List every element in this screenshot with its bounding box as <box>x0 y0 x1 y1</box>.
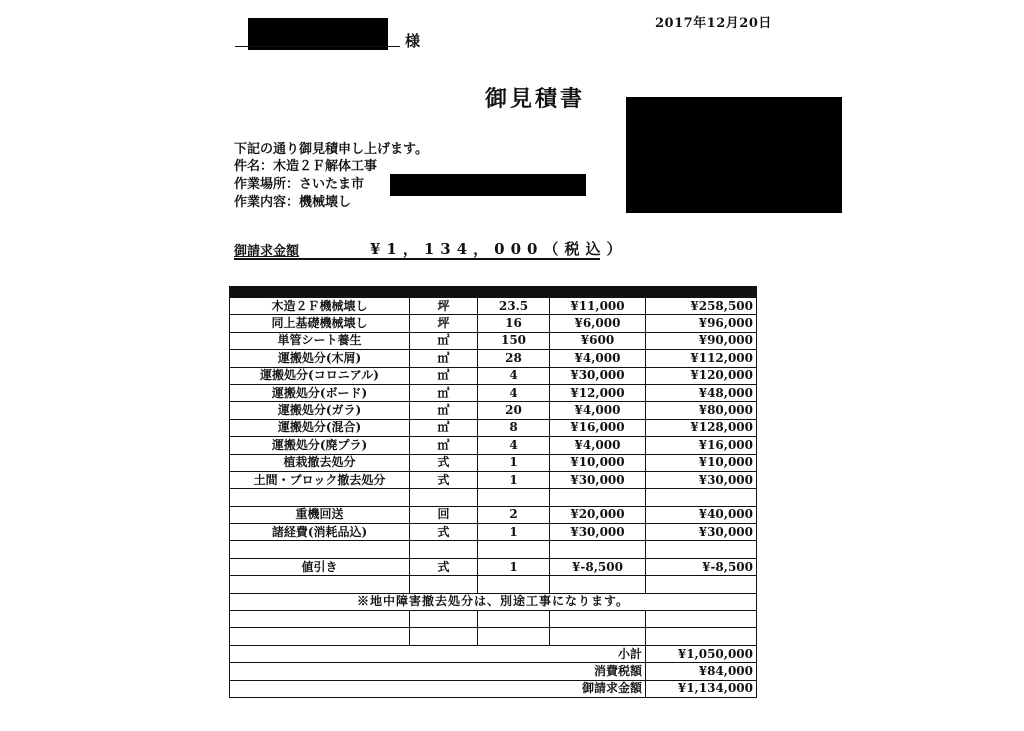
table-row <box>230 419 757 436</box>
table-row <box>230 506 757 523</box>
item-quantity: 4 <box>478 384 550 401</box>
item-amount: ¥10,000 <box>646 454 757 471</box>
item-amount: ¥30,000 <box>646 524 757 541</box>
item-unit-price: ¥600 <box>550 332 646 349</box>
item-unit-price: ¥4,000 <box>550 437 646 454</box>
item-unit: ㎡ <box>410 332 478 349</box>
note-row <box>230 593 757 610</box>
item-amount: ¥80,000 <box>646 402 757 419</box>
estimate-table <box>229 286 757 698</box>
empty-cell <box>230 611 410 628</box>
project-name: 件名：木造２Ｆ解体工事 <box>234 159 378 174</box>
item-unit-price: ¥30,000 <box>550 524 646 541</box>
summary-value: ¥1,050,000 <box>646 645 757 662</box>
empty-cell <box>478 628 550 645</box>
item-quantity <box>478 489 550 506</box>
work-location: 作業場所：さいたま市 <box>234 177 365 192</box>
item-unit: 回 <box>410 506 478 523</box>
table-row <box>230 576 757 593</box>
item-quantity: 8 <box>478 419 550 436</box>
item-quantity: 1 <box>478 454 550 471</box>
empty-cell <box>550 576 646 593</box>
item-unit: ㎥ <box>410 402 478 419</box>
item-unit: ㎥ <box>410 384 478 401</box>
item-quantity <box>478 541 550 558</box>
table-header-bar <box>230 287 757 298</box>
summary-row <box>230 663 757 680</box>
item-quantity: 23.5 <box>478 298 550 315</box>
item-unit-price <box>550 541 646 558</box>
table-row <box>230 332 757 349</box>
item-name: 土間・ブロック撤去処分 <box>230 471 410 488</box>
item-unit: ㎥ <box>410 419 478 436</box>
item-name <box>230 541 410 558</box>
table-row <box>230 524 757 541</box>
item-unit: 式 <box>410 558 478 575</box>
summary-row <box>230 645 757 662</box>
table-row <box>230 402 757 419</box>
item-amount: ¥90,000 <box>646 332 757 349</box>
empty-cell <box>410 611 478 628</box>
item-amount: ¥258,500 <box>646 298 757 315</box>
intro-text: 下記の通り御見積申し上げます。 <box>234 142 428 157</box>
client-name-underline <box>235 46 400 47</box>
item-unit: ㎥ <box>410 350 478 367</box>
item-unit: 式 <box>410 454 478 471</box>
summary-value: ¥84,000 <box>646 663 757 680</box>
item-name: 値引き <box>230 558 410 575</box>
item-name: 重機回送 <box>230 506 410 523</box>
total-label: 御請求金額 <box>234 244 300 259</box>
item-unit-price: ¥-8,500 <box>550 558 646 575</box>
item-unit-price: ¥4,000 <box>550 402 646 419</box>
summary-label: 御請求金額 <box>230 680 646 697</box>
summary-label: 小計 <box>230 645 646 662</box>
item-amount: ¥48,000 <box>646 384 757 401</box>
item-unit-price: ¥10,000 <box>550 454 646 471</box>
table-row <box>230 454 757 471</box>
table-row <box>230 384 757 401</box>
item-amount: ¥128,000 <box>646 419 757 436</box>
table-row <box>230 558 757 575</box>
item-unit-price: ¥11,000 <box>550 298 646 315</box>
item-unit: ㎥ <box>410 367 478 384</box>
item-quantity: 4 <box>478 367 550 384</box>
total-underline <box>234 258 600 260</box>
summary-row <box>230 680 757 697</box>
item-name: 運搬処分(ガラ) <box>230 402 410 419</box>
item-unit <box>410 541 478 558</box>
item-amount <box>646 541 757 558</box>
item-name: 運搬処分(廃プラ) <box>230 437 410 454</box>
work-content: 作業内容：機械壊し <box>234 195 352 210</box>
item-amount <box>646 489 757 506</box>
table-row <box>230 628 757 645</box>
item-unit-price: ¥12,000 <box>550 384 646 401</box>
item-unit: 坪 <box>410 315 478 332</box>
item-name: 木造２Ｆ機械壊し <box>230 298 410 315</box>
document-date: 2017年12月20日 <box>655 16 772 31</box>
item-unit <box>410 489 478 506</box>
item-name: 運搬処分(コロニアル) <box>230 367 410 384</box>
table-row <box>230 437 757 454</box>
item-amount: ¥16,000 <box>646 437 757 454</box>
document-title: 御見積書 <box>485 86 586 112</box>
item-quantity: 2 <box>478 506 550 523</box>
item-quantity: 150 <box>478 332 550 349</box>
item-unit-price: ¥20,000 <box>550 506 646 523</box>
item-quantity: 1 <box>478 524 550 541</box>
item-amount: ¥30,000 <box>646 471 757 488</box>
table-row <box>230 350 757 367</box>
item-amount: ¥40,000 <box>646 506 757 523</box>
item-unit: ㎥ <box>410 437 478 454</box>
table-row <box>230 611 757 628</box>
item-name <box>230 489 410 506</box>
empty-cell <box>230 628 410 645</box>
empty-cell <box>646 576 757 593</box>
summary-label: 消費税額 <box>230 663 646 680</box>
item-unit: 式 <box>410 524 478 541</box>
table-row <box>230 315 757 332</box>
item-name: 運搬処分(混合) <box>230 419 410 436</box>
item-quantity: 20 <box>478 402 550 419</box>
item-amount: ¥-8,500 <box>646 558 757 575</box>
item-quantity: 28 <box>478 350 550 367</box>
item-name: 運搬処分(ボード) <box>230 384 410 401</box>
empty-cell <box>646 611 757 628</box>
item-quantity: 16 <box>478 315 550 332</box>
item-amount: ¥120,000 <box>646 367 757 384</box>
redacted-address <box>390 174 586 196</box>
item-amount: ¥112,000 <box>646 350 757 367</box>
item-unit-price: ¥16,000 <box>550 419 646 436</box>
item-name: 運搬処分(木屑) <box>230 350 410 367</box>
item-name: 植栽撤去処分 <box>230 454 410 471</box>
item-unit-price: ¥6,000 <box>550 315 646 332</box>
item-name: 同上基礎機械壊し <box>230 315 410 332</box>
empty-cell <box>230 576 410 593</box>
empty-cell <box>478 611 550 628</box>
item-name: 単管シート養生 <box>230 332 410 349</box>
note-text: ※地中障害撤去処分は、別途工事になります。 <box>230 593 757 610</box>
item-unit: 坪 <box>410 298 478 315</box>
item-amount: ¥96,000 <box>646 315 757 332</box>
summary-value: ¥1,134,000 <box>646 680 757 697</box>
item-quantity: 1 <box>478 558 550 575</box>
item-name: 諸経費(消耗品込) <box>230 524 410 541</box>
empty-cell <box>646 628 757 645</box>
table-row <box>230 471 757 488</box>
item-unit: 式 <box>410 471 478 488</box>
empty-cell <box>410 628 478 645</box>
table-row <box>230 541 757 558</box>
empty-cell <box>410 576 478 593</box>
item-unit-price: ¥30,000 <box>550 367 646 384</box>
empty-cell <box>478 576 550 593</box>
empty-cell <box>550 628 646 645</box>
total-amount: ¥1，134，000（税込） <box>370 240 628 258</box>
table-row <box>230 367 757 384</box>
table-row <box>230 489 757 506</box>
item-quantity: 1 <box>478 471 550 488</box>
item-quantity: 4 <box>478 437 550 454</box>
empty-cell <box>550 611 646 628</box>
item-unit-price: ¥30,000 <box>550 471 646 488</box>
redacted-company-block <box>626 97 842 213</box>
honorific: 様 <box>405 32 421 50</box>
item-unit-price <box>550 489 646 506</box>
table-row <box>230 298 757 315</box>
item-unit-price: ¥4,000 <box>550 350 646 367</box>
